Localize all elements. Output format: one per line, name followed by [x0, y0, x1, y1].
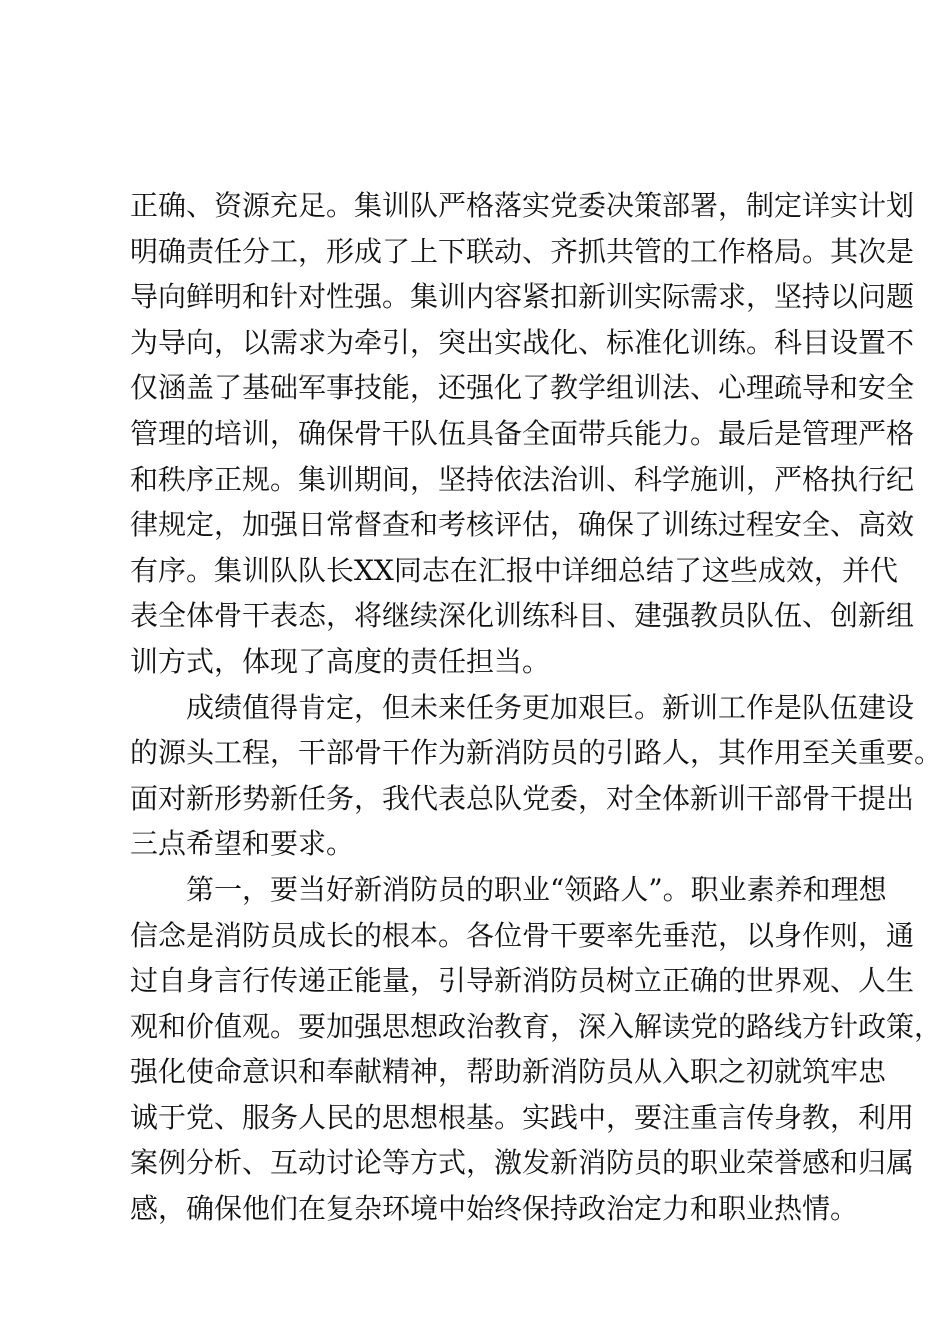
text-line: 感，确保他们在复杂环境中始终保持政治定力和职业热情。: [130, 1192, 859, 1226]
text-line: 管理的培训，确保骨干队伍具备全面带兵能力。最后是管理严格: [130, 416, 915, 450]
text-line: 成绩值得肯定，但未来任务更加艰巨。新训工作是队伍建设: [186, 690, 915, 724]
paragraph: [130, 867, 943, 1232]
document-page: [130, 183, 943, 1232]
text-line: 和秩序正规。集训期间，坚持依法治训、科学施训，严格执行纪: [130, 462, 915, 496]
text-line: 表全体骨干表态，将继续深化训练科目、建强教员队伍、创新组: [130, 599, 915, 633]
text-line: 过自身言行传递正能量，引导新消防员树立正确的世界观、人生: [130, 964, 915, 998]
text-line: 明确责任分工，形成了上下联动、齐抓共管的工作格局。其次是: [130, 234, 915, 268]
text-line: 导向鲜明和针对性强。集训内容紧扣新训实际需求，坚持以问题: [130, 280, 915, 314]
text-line: 信念是消防员成长的根本。各位骨干要率先垂范，以身作则，通: [130, 918, 915, 952]
paragraph: [130, 183, 915, 685]
text-line: 为导向，以需求为牵引，突出实战化、标准化训练。科目设置不: [130, 325, 915, 359]
text-line: 第一，要当好新消防员的职业“领路人”。职业素养和理想: [186, 872, 887, 906]
text-line: 训方式，体现了高度的责任担当。: [130, 644, 551, 678]
text-line: 诚于党、服务人民的思想根基。实践中，要注重言传身教，利用: [130, 1100, 915, 1134]
text-line: 律规定，加强日常督查和考核评估，确保了训练过程安全、高效: [130, 508, 915, 542]
text-line: 正确、资源充足。集训队严格落实党委决策部署，制定详实计划: [130, 189, 915, 222]
text-line: 仅涵盖了基础军事技能，还强化了教学组训法、心理疏导和安全: [130, 371, 915, 405]
text-line: 观和价值观。要加强思想政治教育，深入解读党的路线方针政策，: [130, 1009, 943, 1043]
text-line: 面对新形势新任务，我代表总队党委，对全体新训干部骨干提出: [130, 781, 915, 815]
text-line: 案例分析、互动讨论等方式，激发新消防员的职业荣誉感和归属: [130, 1146, 915, 1180]
text-line: 三点希望和要求。: [130, 827, 355, 861]
text-line: 的源头工程，干部骨干作为新消防员的引路人，其作用至关重要。: [130, 736, 943, 770]
text-line: 强化使命意识和奉献精神，帮助新消防员从入职之初就筑牢忠: [130, 1055, 887, 1089]
paragraph: [130, 685, 943, 867]
text-line: 有序。集训队队长XX同志在汇报中详细总结了这些成效，并代: [130, 553, 898, 587]
